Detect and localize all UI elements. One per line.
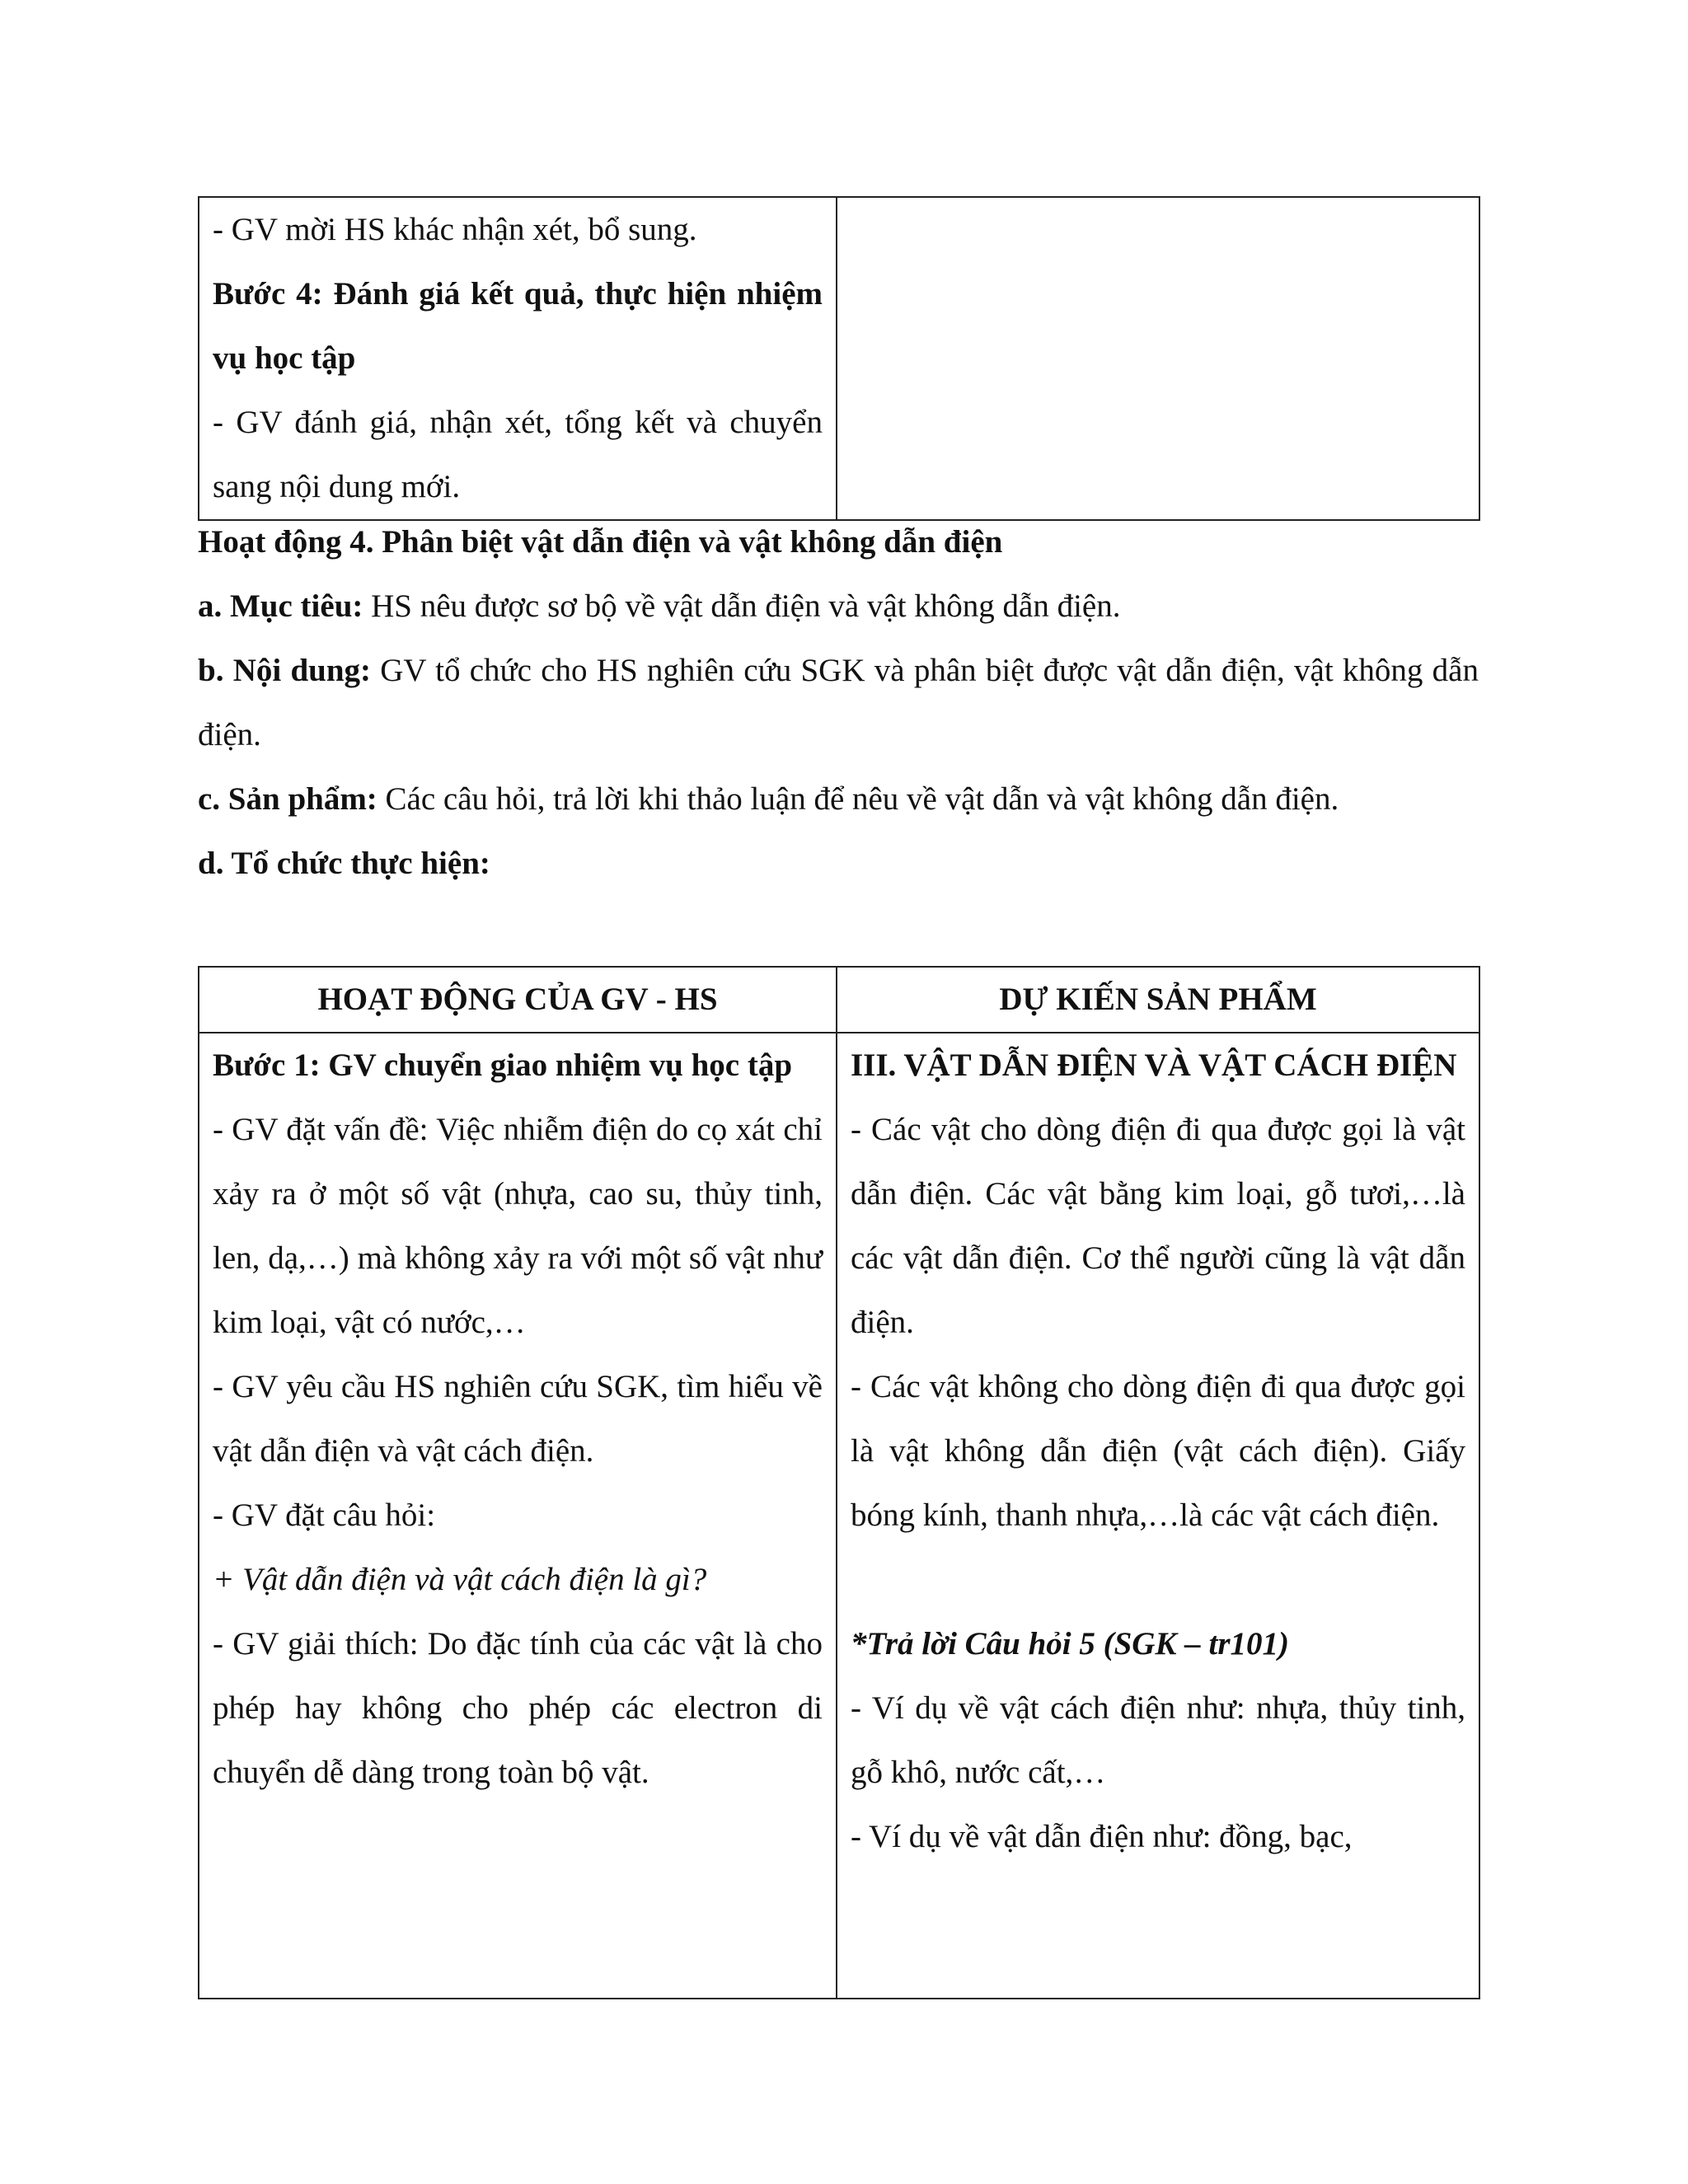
continuation-right-cell [837,197,1479,520]
blank-line [851,1548,1465,1612]
question-text: + Vật dẫn điện và vật cách điện là gì? [213,1562,707,1597]
section-heading: III. VẬT DẪN ĐIỆN VÀ VẬT CÁCH ĐIỆN [851,1047,1457,1083]
header-teacher-student: HOẠT ĐỘNG CỦA GV - HS [199,967,837,1033]
teacher-student-cell [199,1033,837,1999]
step-text: - GV đặt câu hỏi: [213,1497,436,1533]
continuation-table [198,196,1480,521]
answer-heading: *Trả lời Câu hỏi 5 (SGK – tr101) [851,1626,1289,1661]
step-text: - GV giải thích: Do đặc tính của các vật là cho phép hay không cho phép các electron di chuyển dễ dàng trong toàn bộ vật. [213,1626,823,1790]
header-expected-product: DỰ KIẾN SẢN PHẨM [837,967,1479,1033]
activity-heading: Hoạt động 4. Phân biệt vật dẫn điện và vật không dẫn điện [198,524,1003,560]
step-text: - GV mời HS khác nhận xét, bổ sung. [213,212,697,247]
product-label: c. Sản phẩm: [198,781,377,817]
step-heading: Bước 4: Đánh giá kết quả, thực hiện nhiệm vụ học tập [213,276,823,376]
content-paragraph [198,639,1479,767]
product-text: Các câu hỏi, trả lời khi thảo luận để nêu về vật dẫn và vật không dẫn điện. [377,781,1339,817]
step-heading: Bước 1: GV chuyển giao nhiệm vụ học tập [213,1047,793,1083]
product-text: - Các vật cho dòng điện đi qua được gọi là vật dẫn điện. Các vật bằng kim loại, gỗ tươi,…là các vật dẫn điện. Cơ thể người cũng là vật dẫn điện. [851,1112,1465,1340]
product-text: - Ví dụ về vật dẫn điện như: đồng, bạc, [851,1819,1353,1854]
content-label: b. Nội dung: [198,653,371,688]
expected-product-cell [837,1033,1479,1999]
activity-table [198,966,1480,1999]
activity-section [198,510,1479,896]
product-text: - Ví dụ về vật cách điện như: nhựa, thủy tinh, gỗ khô, nước cất,… [851,1690,1465,1790]
step-text: - GV đánh giá, nhận xét, tổng kết và chuyển sang nội dung mới. [213,405,823,504]
step-text: - GV yêu cầu HS nghiên cứu SGK, tìm hiểu về vật dẫn điện và vật cách điện. [213,1369,823,1469]
product-paragraph [198,767,1479,832]
product-text: - Các vật không cho dòng điện đi qua được gọi là vật không dẫn điện (vật cách điện). Giấy bóng kính, thanh nhựa,…là các vật cách điện. [851,1369,1465,1533]
objective-text: HS nêu được sơ bộ về vật dẫn điện và vật không dẫn điện. [363,588,1121,624]
organization-heading: d. Tổ chức thực hiện: [198,846,490,881]
content-text: GV tổ chức cho HS nghiên cứu SGK và phân biệt được vật dẫn điện, vật không dẫn điện. [198,653,1479,752]
continuation-left-cell [199,197,837,520]
step-text: - GV đặt vấn đề: Việc nhiễm điện do cọ xát chỉ xảy ra ở một số vật (nhựa, cao su, thủy tinh, len, dạ,…) mà không xảy ra với một số vật như kim loại, vật có nước,… [213,1112,823,1340]
objective-paragraph [198,574,1479,639]
objective-label: a. Mục tiêu: [198,588,363,624]
